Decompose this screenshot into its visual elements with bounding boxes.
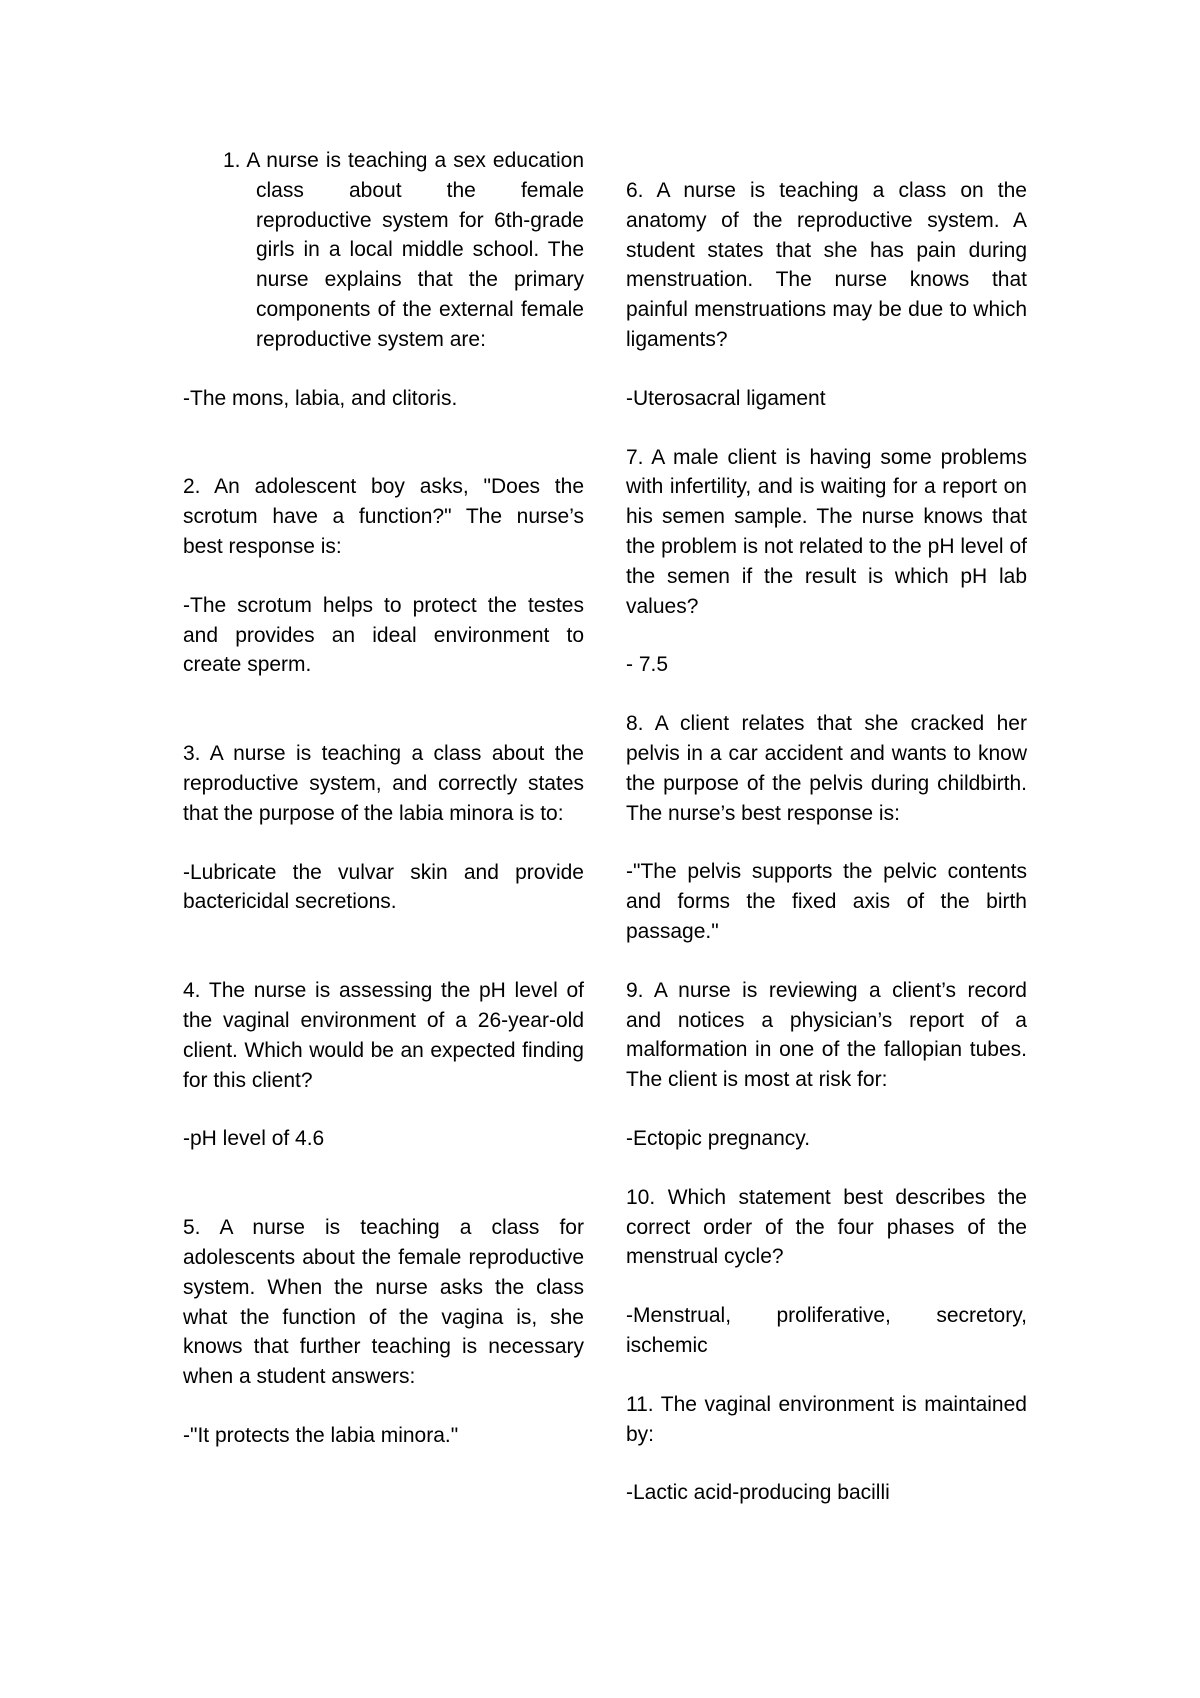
left-column [183, 146, 584, 1451]
answer-3: -Lubricate the vulvar skin and provide bactericidal secretions. [183, 860, 584, 914]
question-number: 3. [183, 742, 201, 766]
question-number: 11. [626, 1392, 654, 1416]
answer-2: -The scrotum helps to protect the testes and provides an ideal environment to create sperm. [183, 593, 584, 677]
question-5 [183, 1213, 584, 1392]
answer-5: -"It protects the labia minora." [183, 1423, 459, 1447]
question-text: A nurse is teaching a sex education class about the female reproductive system for 6th-grade girls in a local middle school. The nurse explains that the primary components of the external female reproductive system are: [246, 149, 584, 351]
question-number: 9. [626, 978, 644, 1002]
question-number: 1. [223, 149, 241, 172]
question-7 [626, 443, 1027, 622]
question-number: 8. [626, 712, 644, 736]
right-column [626, 176, 1027, 1508]
question-text: A nurse is reviewing a client’s record and notices a physician’s report of a malformation in one of the fallopian tubes. The client is most at risk for: [626, 978, 1027, 1092]
answer-10: -Menstrual, proliferative, secretory, ischemic [626, 1304, 1027, 1357]
answer-4: -pH level of 4.6 [183, 1127, 325, 1151]
question-2 [183, 472, 584, 561]
question-9 [626, 976, 1027, 1095]
answer-6: -Uterosacral ligament [626, 386, 826, 410]
question-text: An adolescent boy asks, "Does the scrotum have a function?" The nurse’s best response is: [183, 475, 584, 558]
question-4 [183, 976, 584, 1095]
question-3 [183, 739, 584, 828]
question-1 [183, 146, 584, 355]
answer-7: - 7.5 [626, 653, 669, 677]
question-8 [626, 709, 1027, 828]
question-number: 7. [626, 445, 644, 469]
question-text: A male client is having some problems with infertility, and is waiting for a report on his semen sample. The nurse knows that the problem is not related to the pH level of the semen if the result is which pH lab values? [626, 445, 1027, 618]
question-number: 6. [626, 179, 644, 202]
question-text: A nurse is teaching a class about the reproductive system, and correctly states that the purpose of the labia minora is to: [183, 742, 584, 825]
question-number: 2. [183, 475, 201, 499]
answer-1: -The mons, labia, and clitoris. [183, 386, 458, 410]
question-text: The nurse is assessing the pH level of the vaginal environment of a 26-year-old client. Which would be an expected finding for this client? [183, 979, 584, 1092]
answer-9: -Ectopic pregnancy. [626, 1126, 811, 1150]
question-11 [626, 1390, 1027, 1450]
answer-8: -"The pelvis supports the pelvic contents and forms the fixed axis of the birth passage." [626, 860, 1027, 943]
question-text: A client relates that she cracked her pelvis in a car accident and wants to know the purpose of the pelvis during childbirth. The nurse’s best response is: [626, 712, 1027, 825]
question-10 [626, 1183, 1027, 1272]
question-text: The vaginal environment is maintained by: [626, 1392, 1027, 1446]
question-text: A nurse is teaching a class for adolescents about the female reproductive system. When the nurse asks the class what the function of the vagina is, she knows that further teaching is necessary when a student answers: [183, 1216, 584, 1389]
question-number: 10. [626, 1185, 656, 1209]
answer-11: -Lactic acid-producing bacilli [626, 1481, 890, 1505]
question-number: 5. [183, 1216, 201, 1240]
question-text: Which statement best describes the correct order of the four phases of the menstrual cycle? [626, 1185, 1027, 1269]
question-6 [626, 176, 1027, 355]
question-text: A nurse is teaching a class on the anatomy of the reproductive system. A student states that she has pain during menstruation. The nurse knows that painful menstruations may be due to which ligaments? [626, 179, 1027, 351]
question-number: 4. [183, 979, 201, 1003]
